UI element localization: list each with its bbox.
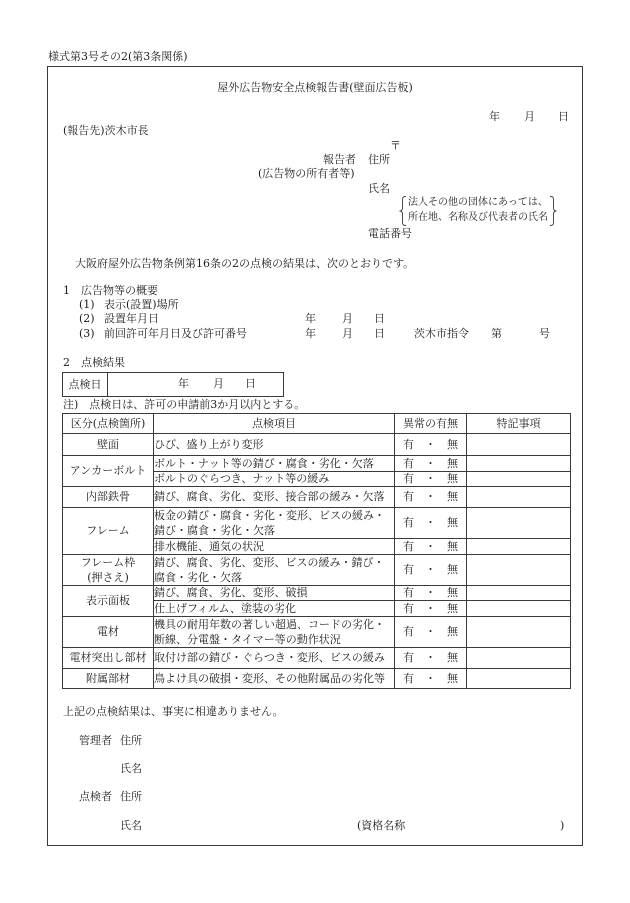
previous-permit-year: 年: [305, 327, 316, 340]
category-line: フレーム枠: [80, 556, 136, 569]
check-item-cell: 仕上げフィルム、塗装の劣化: [154, 601, 395, 617]
remarks-cell: [467, 648, 571, 669]
check-item-cell: ひび、盛り上がり変形: [154, 434, 395, 456]
abnormality-cell: 有 ・ 無: [395, 601, 467, 617]
installation-date-day: 日: [374, 312, 385, 325]
inspector-name-label: 氏名: [120, 819, 142, 832]
check-item-line: 断線、分電盤・タイマー等の動作状況: [154, 633, 341, 646]
previous-permit-day: 日: [374, 327, 385, 340]
form-number: 様式第3号その2(第3条関係): [48, 50, 188, 63]
remarks-cell: [467, 472, 571, 487]
abnormality-cell: 有 ・ 無: [395, 648, 467, 669]
abnormality-cell: 有 ・ 無: [395, 487, 467, 508]
installation-date-number: (2): [79, 312, 95, 325]
permit-number-suffix: 号: [539, 327, 550, 340]
corporate-note-line-2: 所在地、名称及び代表者の氏名: [408, 212, 548, 223]
postal-code-mark: 〒: [390, 139, 401, 152]
reporter-address-label: 住所: [368, 153, 390, 166]
category-cell: フレーム: [63, 508, 154, 555]
installation-date-month: 月: [342, 312, 353, 325]
remarks-cell: [467, 669, 571, 689]
corporate-note-right-brace: [549, 196, 557, 226]
check-item-cell: 鳥よけ具の破損・変形、その他附属品の劣化等: [154, 669, 395, 689]
check-item-cell: 取付け部の錆び・ぐらつき・変形、ビスの緩み: [154, 648, 395, 669]
qualification-close: ): [560, 819, 565, 832]
location-number: (1): [79, 298, 95, 311]
qualification-open: (資格名称: [357, 819, 406, 832]
remarks-cell: [467, 456, 571, 472]
table-row: [63, 586, 571, 601]
table-row: [63, 456, 571, 472]
statement: 大阪府屋外広告物条例第16条の2の点検の結果は、次のとおりです。: [75, 257, 415, 270]
inspection-date-day: 日: [245, 377, 256, 390]
table-row: [63, 648, 571, 669]
installation-date-label: 設置年月日: [104, 312, 159, 325]
category-cell: 電材突出し部材: [63, 648, 154, 669]
remarks-cell: [467, 586, 571, 601]
category-cell: アンカーボルト: [63, 456, 154, 487]
reporter-phone-label: 電話番号: [368, 227, 412, 240]
table-row: [63, 508, 571, 539]
previous-permit-label: 前回許可年月日及び許可番号: [104, 327, 247, 340]
abnormality-cell: 有 ・ 無: [395, 555, 467, 586]
remarks-cell: [467, 617, 571, 648]
recipient: (報告先)茨木市長: [63, 124, 149, 137]
abnormality-cell: 有 ・ 無: [395, 586, 467, 601]
corporate-note-left-brace: [399, 196, 407, 226]
abnormality-cell: 有 ・ 無: [395, 617, 467, 648]
corporate-note-line-1: 法人その他の団体にあっては、: [408, 197, 548, 208]
reporter-name-label: 氏名: [368, 182, 390, 195]
check-item-line: 錆び・腐食・劣化・欠落: [154, 524, 275, 537]
installation-date-year: 年: [305, 312, 316, 325]
inspection-date-month: 月: [213, 377, 224, 390]
location-label: 表示(設置)場所: [104, 298, 179, 311]
inspection-date-year: 年: [178, 377, 189, 390]
abnormality-cell: 有 ・ 無: [395, 456, 467, 472]
category-cell: 表示面板: [63, 586, 154, 617]
abnormality-cell: 有 ・ 無: [395, 472, 467, 487]
table-row: [63, 434, 571, 456]
remarks-cell: [467, 555, 571, 586]
table-row: [63, 487, 571, 508]
remarks-cell: [467, 508, 571, 539]
header-remarks: 特記事項: [467, 414, 571, 434]
check-item-line: 腐食・劣化・欠落: [154, 571, 242, 584]
table-header-row: [63, 414, 571, 434]
remarks-cell: [467, 487, 571, 508]
category-cell: 壁面: [63, 434, 154, 456]
check-item-cell: ボルトのぐらつき、ナット等の緩み: [154, 472, 395, 487]
remarks-cell: [467, 434, 571, 456]
check-item-line: 機具の耐用年数の著しい超過、コードの劣化・: [154, 618, 385, 631]
report-date-day: 日: [558, 110, 569, 123]
table-row: [63, 669, 571, 689]
abnormality-cell: 有 ・ 無: [395, 434, 467, 456]
declaration: 上記の点検結果は、事実に相違ありません。: [63, 705, 284, 718]
inspection-date-note: 注) 点検日は、許可の申請前3か月以内とする。: [63, 398, 306, 411]
inspection-date-label: 点検日: [63, 373, 108, 396]
report-title: 屋外広告物安全点検報告書(壁面広告板): [217, 81, 413, 94]
remarks-cell: [467, 601, 571, 617]
header-check-item: 点検項目: [154, 414, 395, 434]
check-item-cell: 錆び、腐食、劣化、変形、破損: [154, 586, 395, 601]
check-item-cell: ボルト・ナット等の錆び・腐食・劣化・欠落: [154, 456, 395, 472]
manager-role: 管理者: [79, 734, 112, 747]
abnormality-cell: 有 ・ 無: [395, 539, 467, 555]
check-item-cell: 排水機能、通気の状況: [154, 539, 395, 555]
category-cell: 電材: [63, 617, 154, 648]
category-cell: 内部鉄骨: [63, 487, 154, 508]
abnormality-cell: 有 ・ 無: [395, 508, 467, 539]
inspector-role: 点検者: [79, 790, 112, 803]
previous-permit-month: 月: [342, 327, 353, 340]
manager-name-label: 氏名: [120, 762, 142, 775]
inspection-results-table: [62, 413, 571, 689]
section-2-heading: 2 点検結果: [63, 356, 125, 369]
header-abnormality: 異常の有無: [395, 414, 467, 434]
remarks-cell: [467, 539, 571, 555]
section-1-heading: 1 広告物等の概要: [63, 284, 158, 297]
previous-permit-number: (3): [79, 327, 95, 340]
category-cell: 附属部材: [63, 669, 154, 689]
check-item-cell: [154, 617, 395, 648]
check-item-cell: [154, 508, 395, 539]
category-line: (押さえ): [87, 571, 129, 584]
report-date-year: 年: [489, 110, 500, 123]
permit-authority: 茨木市指令: [414, 327, 469, 340]
check-item-cell: 錆び、腐食、劣化、変形、接合部の緩み・欠落: [154, 487, 395, 508]
manager-address-label: 住所: [120, 734, 142, 747]
abnormality-cell: 有 ・ 無: [395, 669, 467, 689]
reporter-role-note: (広告物の所有者等): [258, 167, 355, 180]
header-category: 区分(点検箇所): [63, 414, 154, 434]
check-item-cell: [154, 555, 395, 586]
reporter-role: 報告者: [323, 153, 356, 166]
category-cell: [63, 555, 154, 586]
check-item-line: 板金の錆び・腐食・劣化・変形、ビスの緩み・: [154, 509, 385, 522]
inspector-address-label: 住所: [120, 790, 142, 803]
check-item-line: 錆び、腐食、劣化、変形、ビスの緩み・錆び・: [154, 556, 385, 569]
table-row: [63, 617, 571, 648]
table-row: [63, 555, 571, 586]
report-date-month: 月: [524, 110, 535, 123]
permit-number-prefix: 第: [491, 327, 502, 340]
